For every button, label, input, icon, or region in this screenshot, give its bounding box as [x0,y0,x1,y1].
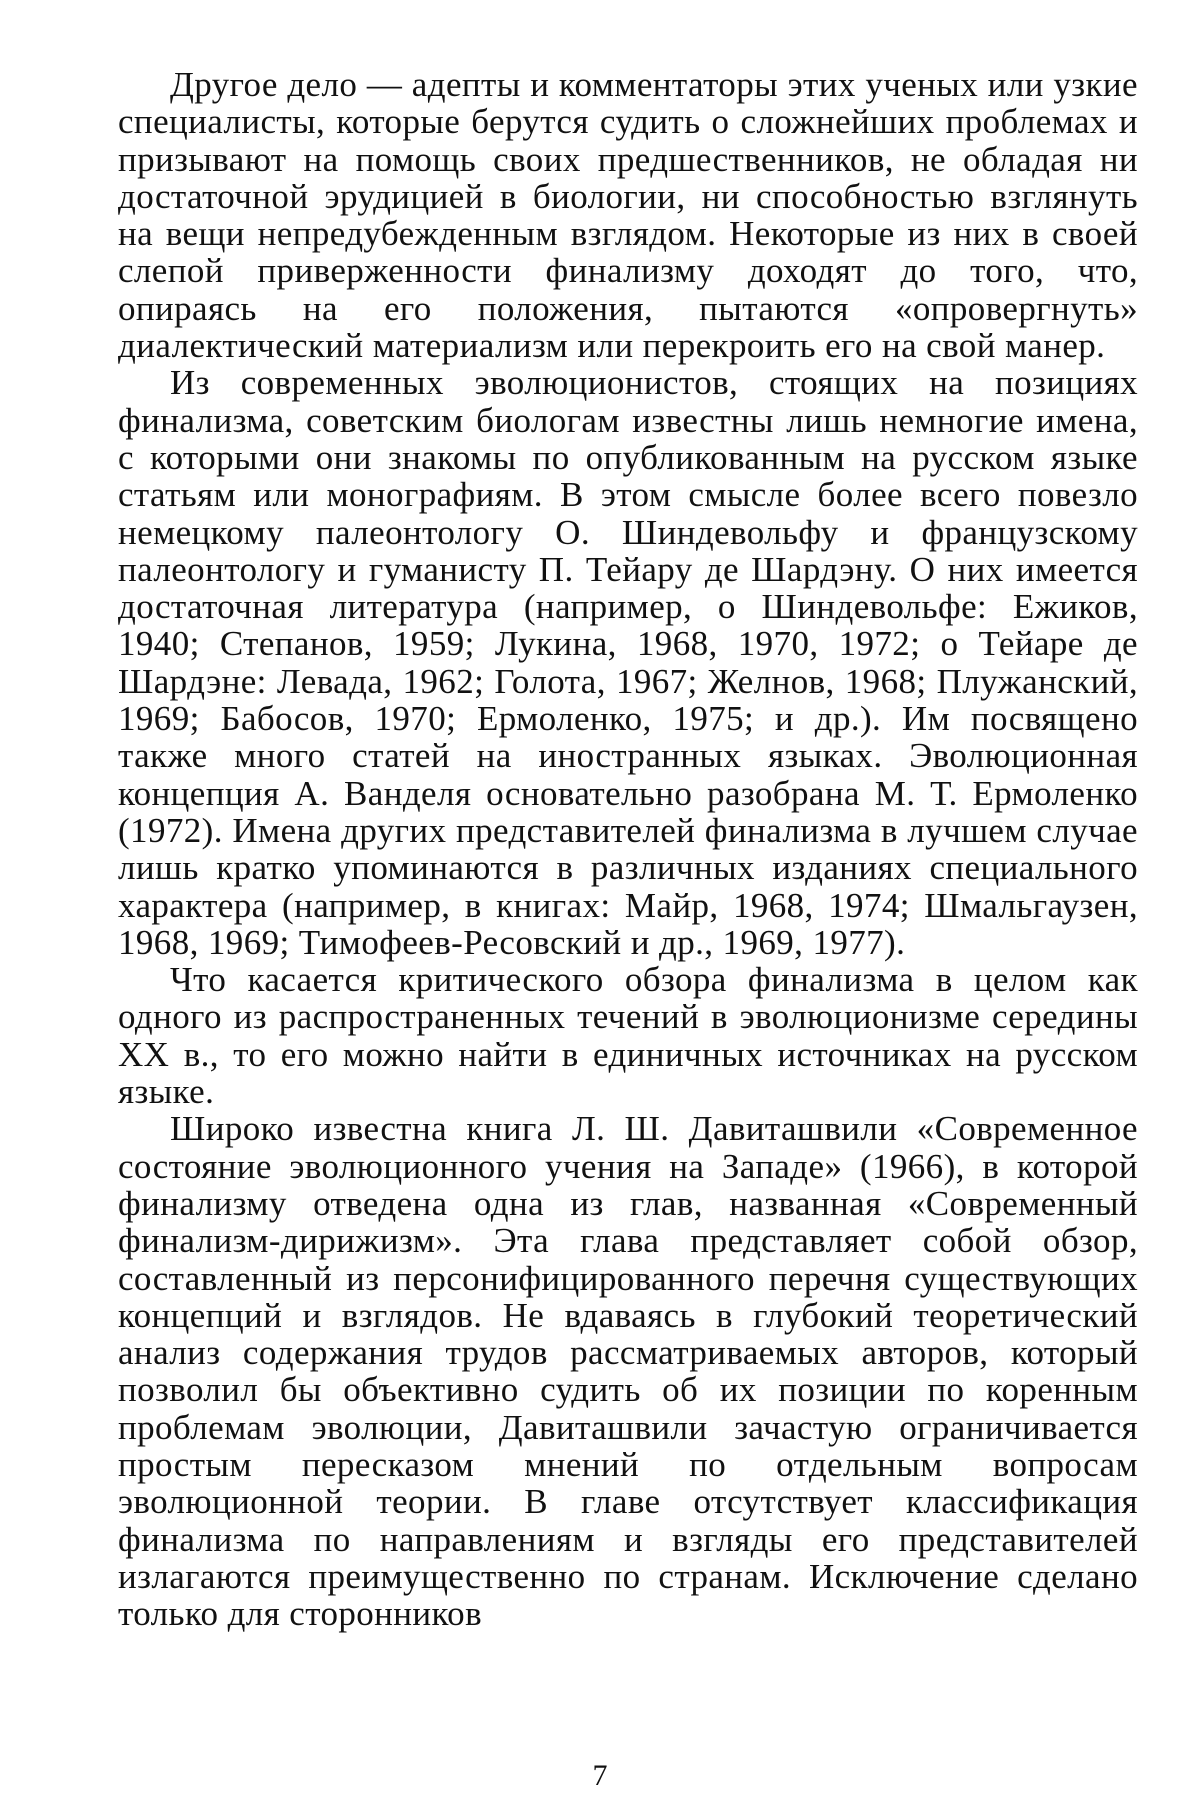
paragraph-4: Широко известна книга Л. Ш. Давиташвили «Современное состояние эволюционного учения на Западе» (1966), в которой финализму отведена одна из глав, названная «Современный финализм-дирижизм». Эта глава представляет собой обзор, составленный из персонифицированного перечня существующих концепций и взглядов. Не вдаваясь в глубокий теоретический анализ содержания трудов рассматриваемых авторов, который позволил бы объективно судить об их позиции по коренным проблемам эволюции, Давиташвили зачастую ограничивается простым пересказом мнений по отдельным вопросам эволюционной теории. В главе отсутствует классификация финализма по направлениям и взгляды его представителей излагаются преимущественно по странам. Исключение сделано только для сторонников [118,1109,1138,1634]
paragraph-3: Что касается критического обзора финализма в целом как одного из распространенных течений в эволюционизме середины XX в., то его можно найти в единичных источниках на русском языке. [118,960,1138,1112]
paragraph-2: Из современных эволюционистов, стоящих на позициях финализма, советским биологам известны лишь немногие имена, с которыми они знакомы по опубликованным на русском языке статьям или монографиям. В этом смысле более всего повезло немецкому палеонтологу О. Шиндевольфу и французскому палеонтологу и гуманисту П. Тейару де Шардэну. О них имеется достаточная литература (например, о Шиндевольфе: Ежиков, 1940; Степанов, 1959; Лукина, 1968, 1970, 1972; о Тейаре де Шардэне: Левада, 1962; Голота, 1967; Желнов, 1968; Плужанский, 1969; Бабосов, 1970; Ермоленко, 1975; и др.). Им посвящено также много статей на иностранных языках. Эволюционная концепция А. Ванделя основательно разобрана М. Т. Ермоленко (1972). Имена других представителей финализма в лучшем случае лишь кратко упоминаются в различных изданиях специального характера (например, в книгах: Майр, 1968, 1974; Шмальгаузен, 1968, 1969; Тимофеев-Ресовский и др., 1969, 1977). [118,363,1138,962]
page-number: 7 [592,1759,608,1792]
paragraph-1: Другое дело — адепты и комментаторы этих ученых или узкие специалисты, которые берутся судить о сложнейших проблемах и призывают на помощь своих предшественников, не обладая ни достаточной эрудицией в биологии, ни способностью взглянуть на вещи непредубежденным взглядом. Некоторые из них в своей слепой приверженности финализму доходят до того, что, опираясь на его положения, пытаются «опровергнуть» диалектический материализм или перекроить его на свой манер. [118,65,1138,366]
page-text-body [118,66,1138,1632]
